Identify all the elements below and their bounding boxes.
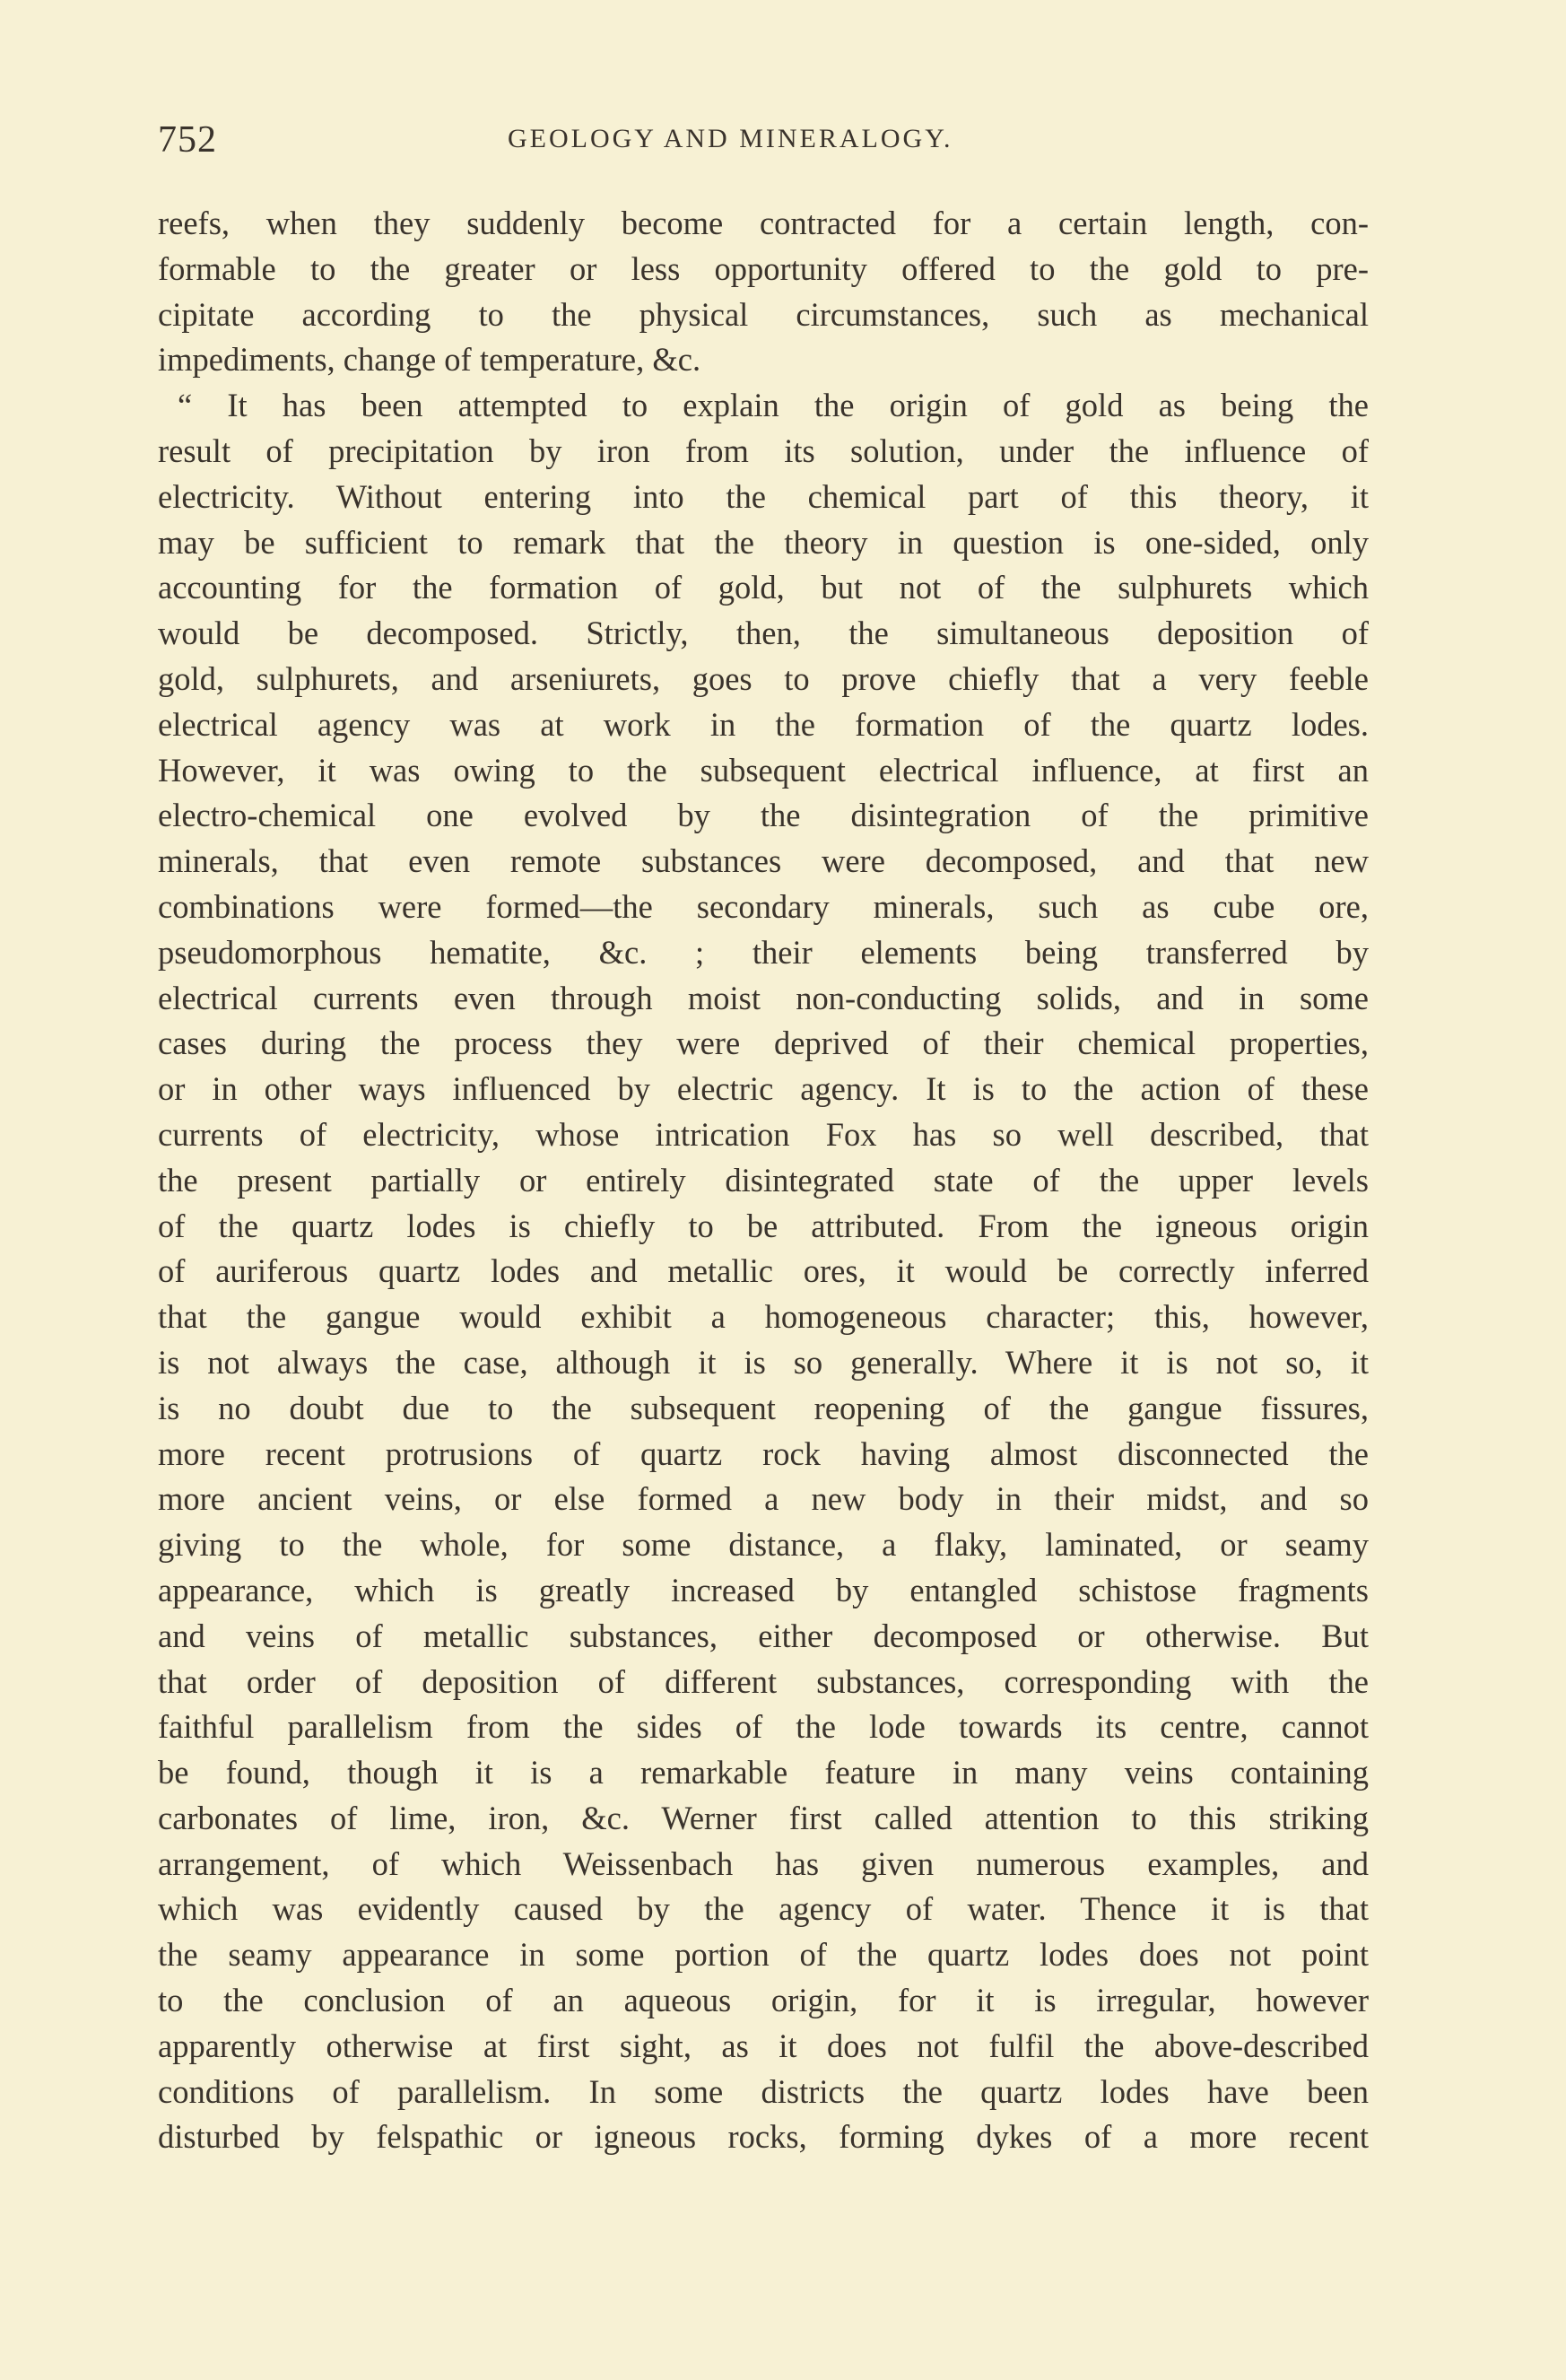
text-line: and veins of metallic substances, either decomposed or otherwise. But (158, 1617, 1369, 1654)
text-line: gold, sulphurets, and arseniurets, goes to prove chiefly that a very feeble (158, 659, 1369, 697)
text-line: disturbed by felspathic or igneous rocks, forming dykes of a more recent (158, 2118, 1369, 2156)
running-title: GEOLOGY AND MINERALOGY. (508, 124, 953, 153)
text-line: electrical agency was at work in the formation of the quartz lodes. (158, 705, 1369, 743)
text-line: is not always the case, although it is so generally. Where it is not so, it (158, 1343, 1369, 1381)
text-line: arrangement, of which Weissenbach has given numerous examples, and (158, 1844, 1369, 1882)
body-text (158, 201, 1369, 2160)
text-line: which was evidently caused by the agency of water. Thence it is that (158, 1890, 1369, 1928)
text-line: currents of electricity, whose intrication Fox has so well described, that (158, 1115, 1369, 1153)
text-line: more recent protrusions of quartz rock having almost disconnected the (158, 1434, 1369, 1472)
text-line: that order of deposition of different substances, corresponding with the (158, 1662, 1369, 1700)
text-line: carbonates of lime, iron, &c. Werner first called attention to this striking (158, 1799, 1369, 1836)
text-line: However, it was owing to the subsequent electrical influence, at first an (158, 751, 1369, 789)
text-line: the seamy appearance in some portion of the quartz lodes does not point (158, 1936, 1369, 1974)
text-line: electro-chemical one evolved by the disintegration of the primitive (158, 797, 1369, 834)
text-line: may be sufficient to remark that the theory in question is one-sided, only (158, 523, 1369, 561)
text-line: the present partially or entirely disintegrated state of the upper levels (158, 1161, 1369, 1199)
text-line: be found, though it is a remarkable feature in many veins containing (158, 1754, 1369, 1792)
text-line: reefs, when they suddenly become contracted for a certain length, con- (158, 205, 1369, 241)
text-line: impediments, change of temperature, &c. (158, 341, 701, 379)
text-line: pseudomorphous hematite, &c. ; their elements being transferred by (158, 933, 1369, 971)
text-line: combinations were formed—the secondary minerals, such as cube ore, (158, 887, 1369, 925)
running-head (158, 118, 1369, 172)
text-line: more ancient veins, or else formed a new body in their midst, and so (158, 1480, 1369, 1518)
text-line: formable to the greater or less opportunity offered to the gold to pre- (158, 249, 1369, 287)
text-line: is no doubt due to the subsequent reopening of the gangue fissures, (158, 1389, 1369, 1426)
text-line: faithful parallelism from the sides of the lode towards its centre, cannot (158, 1708, 1369, 1746)
text-line: conditions of parallelism. In some districts the quartz lodes have been (158, 2072, 1369, 2110)
text-line: result of precipitation by iron from its solution, under the influence of (158, 432, 1369, 469)
text-line: appearance, which is greatly increased by entangled schistose fragments (158, 1571, 1369, 1608)
text-line: electricity. Without entering into the chemical part of this theory, it (158, 477, 1369, 515)
text-line: would be decomposed. Strictly, then, the simultaneous deposition of (158, 615, 1369, 652)
text-line: cases during the process they were deprived of their chemical properties, (158, 1024, 1369, 1062)
text-line: to the conclusion of an aqueous origin, for it is irregular, however (158, 1982, 1369, 2019)
text-line: of the quartz lodes is chiefly to be attributed. From the igneous origin (158, 1207, 1369, 1244)
text-line: giving to the whole, for some distance, a flaky, laminated, or seamy (158, 1526, 1369, 1564)
text-line: cipitate according to the physical circumstances, such as mechanical (158, 295, 1369, 333)
text-line: electrical currents even through moist non-conducting solids, and in some (158, 979, 1369, 1016)
text-line: that the gangue would exhibit a homogeneous character; this, however, (158, 1298, 1369, 1336)
text-line: of auriferous quartz lodes and metallic ores, it would be correctly inferred (158, 1252, 1369, 1290)
text-line: minerals, that even remote substances were decomposed, and that new (158, 842, 1369, 880)
page-number: 752 (158, 119, 217, 161)
text-line: “ It has been attempted to explain the origin of gold as being the (178, 387, 1369, 424)
text-line: or in other ways influenced by electric agency. It is to the action of these (158, 1070, 1369, 1108)
text-line: accounting for the formation of gold, but not of the sulphurets which (158, 569, 1369, 606)
text-line: apparently otherwise at first sight, as it does not fulfil the above-described (158, 2027, 1369, 2064)
